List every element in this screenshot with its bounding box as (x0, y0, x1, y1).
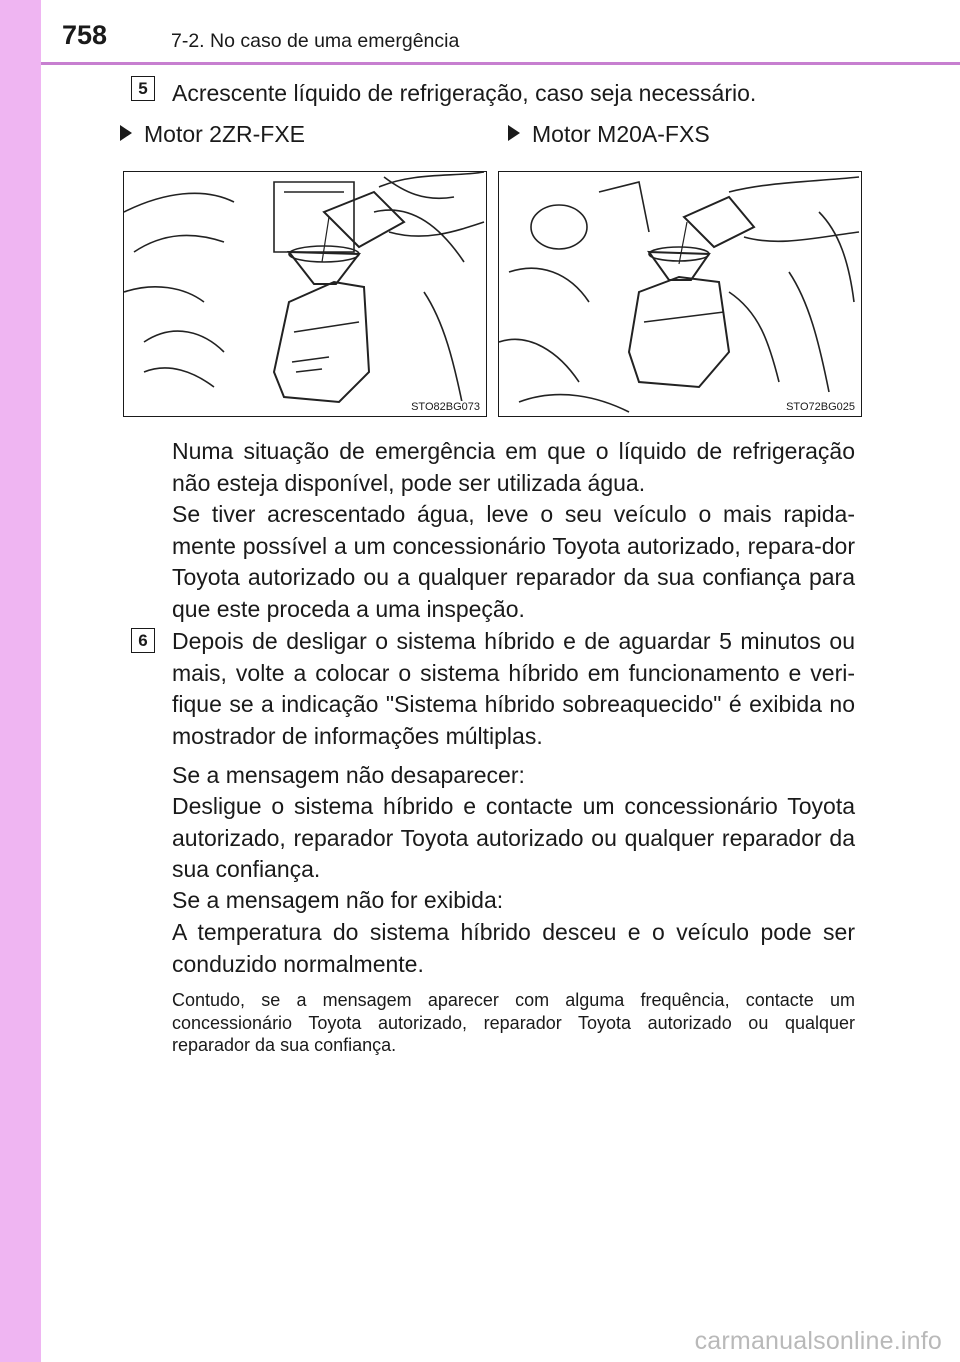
bullet-arrow-icon (508, 125, 520, 141)
coolant-refill-illustration (499, 172, 862, 417)
bullet-arrow-icon (120, 125, 132, 141)
side-color-band (0, 0, 41, 1362)
case-cleared-text: A temperatura do sistema híbrido desceu e o veículo pode ser conduzido normalmente. (172, 919, 855, 977)
emergency-water-note: Numa situação de emergência em que o líquido de refrigeração não esteja disponível, pode ser utilizada água. (172, 438, 855, 496)
section-title: 7-2. No caso de uma emergência (171, 30, 460, 52)
header-rule (41, 62, 960, 65)
step5-text: Acrescente líquido de refrigeração, caso seja necessário. (172, 80, 757, 106)
step6-text: Depois de desligar o sistema híbrido e de aguardar 5 minutos ou mais, volte a colocar o sistema híbrido em funcionamento e veri-fique se a indicação "Sistema híbrido sobreaquecido" é exibida no mostrador de informações múltiplas. (172, 628, 855, 749)
case-persists-text: Desligue o sistema híbrido e contacte um concessionário Toyota autorizado, reparador Toyota autorizado ou qualquer reparador da sua confiança. (172, 793, 855, 882)
figure-label-m20a: Motor M20A-FXS (508, 121, 710, 148)
case-cleared-heading: Se a mensagem não for exibida: (172, 887, 504, 913)
frequency-note: Contudo, se a mensagem aparecer com alguma frequência, contacte um concessionário Toyota autorizado, reparador Toyota autorizado ou qualquer reparador da sua confiança. (172, 990, 855, 1055)
figure-label-2zr: Motor 2ZR-FXE (120, 121, 305, 148)
engine-illustration-2zr (123, 171, 487, 417)
watermark: carmanualsonline.info (694, 1327, 942, 1355)
engine-illustration-m20a (498, 171, 862, 417)
step-number-6: 6 (131, 628, 155, 653)
water-inspection-note: Se tiver acrescentado água, leve o seu veículo o mais rapida-mente possível a um concessionário Toyota autorizado, repara-dor Toyota autorizado ou a qualquer reparador da sua confiança para que este proceda a uma inspeção. (172, 501, 855, 622)
figure-code: STO82BG073 (411, 401, 480, 413)
case-persists-heading: Se a mensagem não desaparecer: (172, 762, 525, 788)
figure-code: STO72BG025 (786, 401, 855, 413)
page-number: 758 (62, 20, 108, 50)
coolant-refill-illustration (124, 172, 487, 417)
step-number-5: 5 (131, 76, 155, 101)
